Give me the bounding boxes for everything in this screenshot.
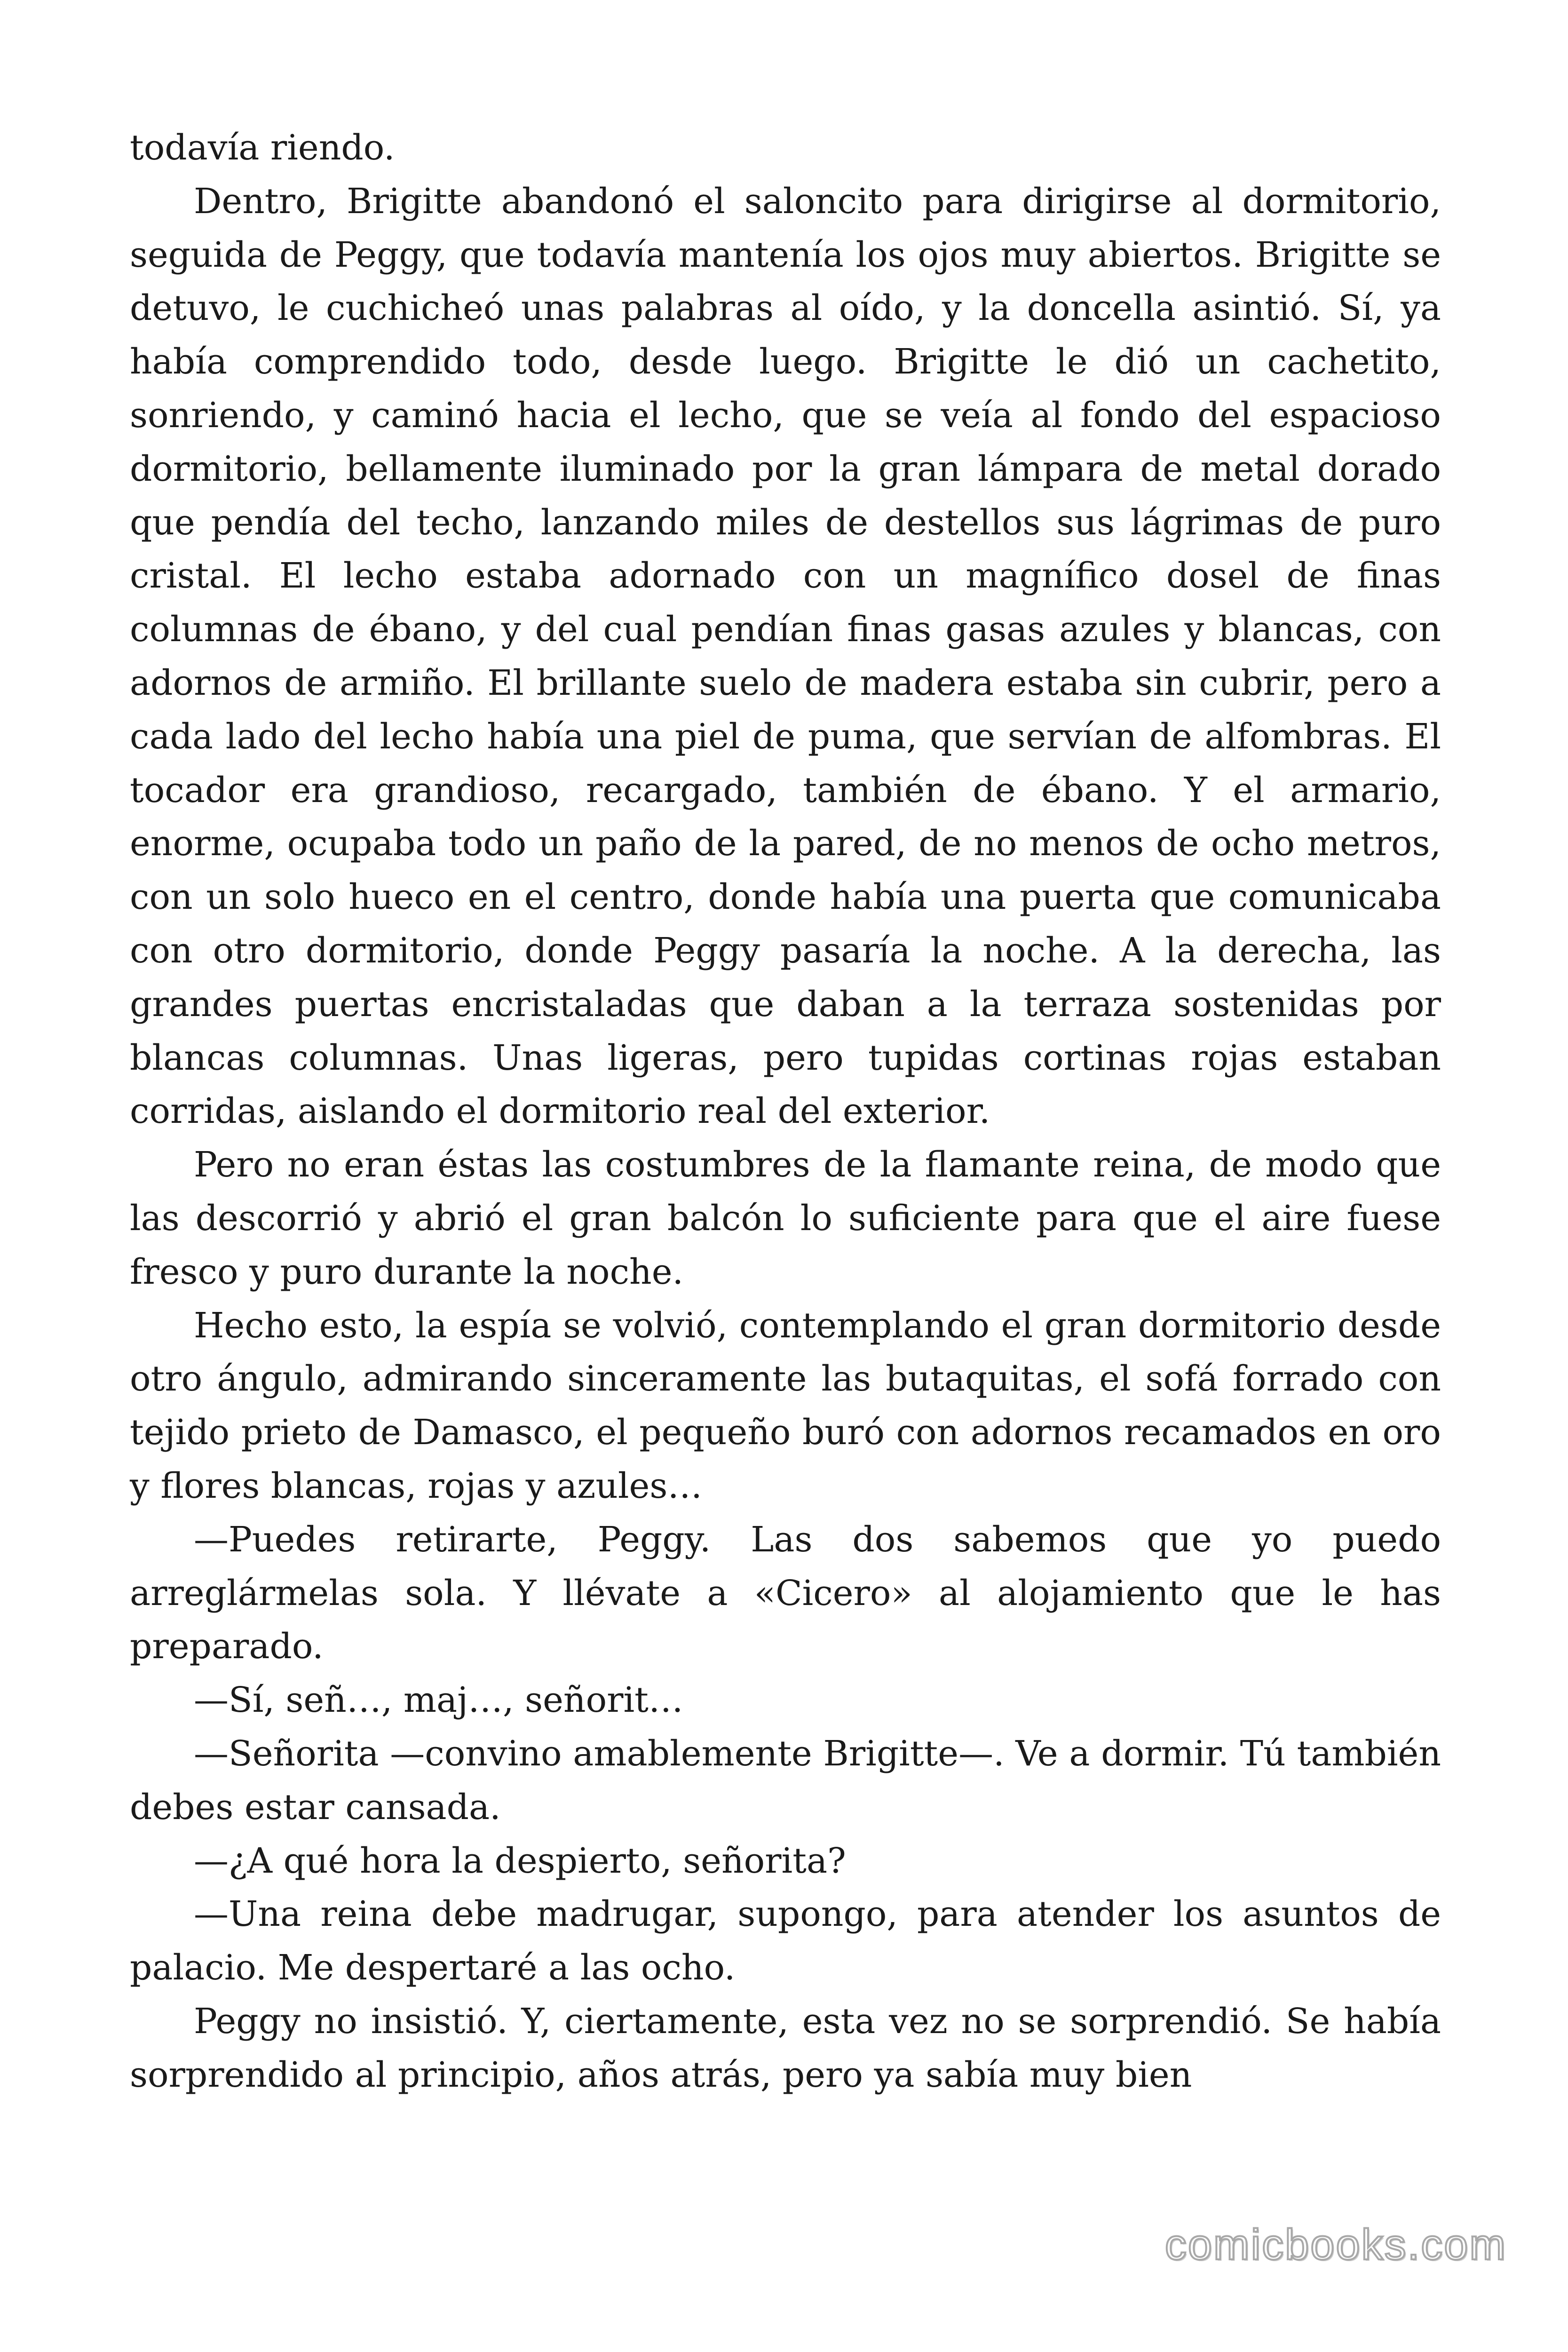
page-body-text xyxy=(130,121,1441,2102)
paragraph: todavía riendo. xyxy=(130,127,395,168)
paragraph: —Puedes retirarte, Peggy. Las dos sabemos que yo puedo arreglármelas sola. Y llévate a «Cicero» al alojamiento que le has preparado. xyxy=(130,1519,1441,1667)
paragraph: —Una reina debe madrugar, supongo, para atender los asuntos de palacio. Me despertaré a las ocho. xyxy=(130,1894,1441,1988)
paragraph: Hecho esto, la espía se volvió, contemplando el gran dormitorio desde otro ángulo, admirando sinceramente las butaquitas, el sofá forrado con tejido prieto de Damasco, el pequeño buró con adornos recamados en oro y flores blancas, rojas y azules… xyxy=(130,1305,1441,1506)
paragraph: —¿A qué hora la despierto, señorita? xyxy=(194,1840,846,1881)
paragraph: —Sí, señ…, maj…, señorit… xyxy=(194,1680,683,1721)
paragraph: Pero no eran éstas las costumbres de la flamante reina, de modo que las descorrió y abrió el gran balcón lo suficiente para que el aire fuese fresco y puro durante la noche. xyxy=(130,1144,1441,1292)
paragraph: Dentro, Brigitte abandonó el saloncito para dirigirse al dormitorio, seguida de Peggy, que todavía mantenía los ojos muy abiertos. Brigitte se detuvo, le cuchicheó unas palabras al oído, y la doncella asintió. Sí, ya había comprendido todo, desde luego. Brigitte le dió un cachetito, sonriendo, y caminó hacia el lecho, que se veía al fondo del espacioso dormitorio, bellamente iluminado por la gran lámpara de metal dorado que pendía del techo, lanzando miles de destellos sus lágrimas de puro cristal. El lecho estaba adornado con un magnífico dosel de finas columnas de ébano, y del cual pendían finas gasas azules y blancas, con adornos de armiño. El brillante suelo de madera estaba sin cubrir, pero a cada lado del lecho había una piel de puma, que servían de alfombras. El tocador era grandioso, recargado, también de ébano. Y el armario, enorme, ocupaba todo un paño de la pared, de no menos de ocho metros, con un solo hueco en el centro, donde había una puerta que comunicaba con otro dormitorio, donde Peggy pasaría la noche. A la derecha, las grandes puertas encristaladas que daban a la terraza sostenidas por blancas columnas. Unas ligeras, pero tupidas cortinas rojas estaban corridas, aislando el dormitorio real del exterior. xyxy=(130,181,1441,1132)
paragraph: Peggy no insistió. Y, ciertamente, esta vez no se sorprendió. Se había sorprendido al principio, años atrás, pero ya sabía muy bien xyxy=(130,2001,1441,2095)
watermark: comicbooks.com xyxy=(1164,2221,1507,2269)
paragraph: —Señorita —convino amablemente Brigitte—. Ve a dormir. Tú también debes estar cansada. xyxy=(130,1733,1441,1828)
